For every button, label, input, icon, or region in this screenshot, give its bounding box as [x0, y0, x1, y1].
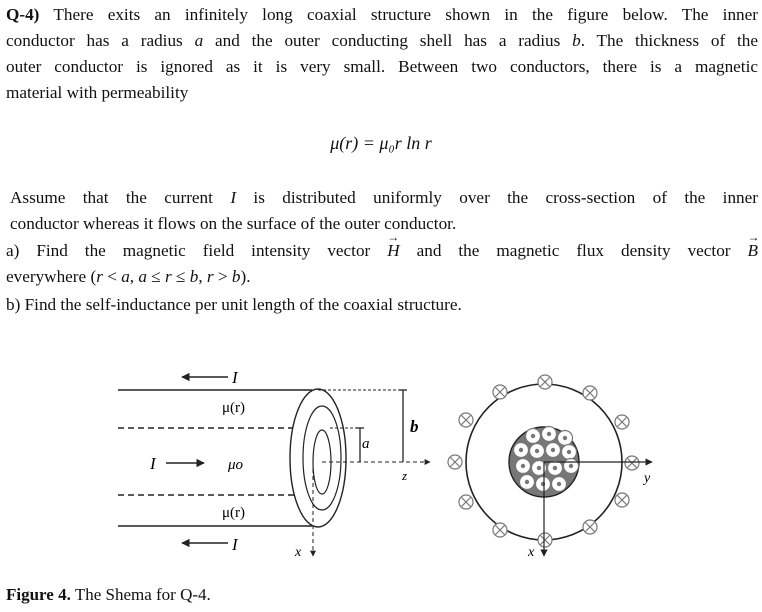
current-label-mid: I [150, 454, 156, 473]
part-b-line: b) Find the self-inductance per unit length of the coaxial structure. [6, 295, 462, 314]
mu-label-bottom: μ(r) [222, 505, 246, 521]
label-y: y [644, 471, 651, 486]
mu-label-mid: μo [228, 457, 244, 473]
outer-ring [290, 389, 346, 527]
side-view [118, 368, 430, 560]
intro-line-1: Q-4) There exits an infinitely long coaxial structure shown in the figure below. The inner [6, 5, 758, 24]
question-label: Q-4) [6, 5, 40, 24]
assume-line-1: Assume that the current I is distributed uniformly over the cross-section of the inner [10, 188, 758, 207]
figure-caption [6, 585, 211, 605]
current-label-bottom: I [232, 535, 238, 554]
intro-line-3: outer conductor is ignored as it is very small. Between two conductors, there is a magnetic [6, 57, 758, 76]
cross-section-view [448, 375, 652, 560]
label-x-right: x [528, 545, 535, 560]
current-label-top: I [232, 368, 238, 387]
label-x-left: x [295, 545, 302, 560]
caption-label: Figure 4. [6, 585, 71, 604]
intro-line-4: material with permeability [6, 83, 189, 102]
assume-line-2: conductor whereas it flows on the surface of the outer conductor. [10, 214, 457, 233]
label-z: z [402, 468, 408, 483]
permeability-equation: μ(r) = μ₀r ln r [330, 133, 432, 153]
label-b: b [410, 417, 419, 436]
caption-text: The Shema for Q-4. [74, 585, 211, 604]
mu-label-top: μ(r) [222, 400, 246, 416]
intro-line-2: conductor has a radius a and the outer conducting shell has a radius b. The thickness of the [6, 31, 758, 50]
part-a-line-2: everywhere (r < a, a ≤ r ≤ b, r > b). [6, 267, 251, 286]
part-a-line-1: a) Find the magnetic field intensity vector H → and the magnetic flux density vector B → [6, 238, 758, 264]
label-a: a [362, 436, 370, 452]
